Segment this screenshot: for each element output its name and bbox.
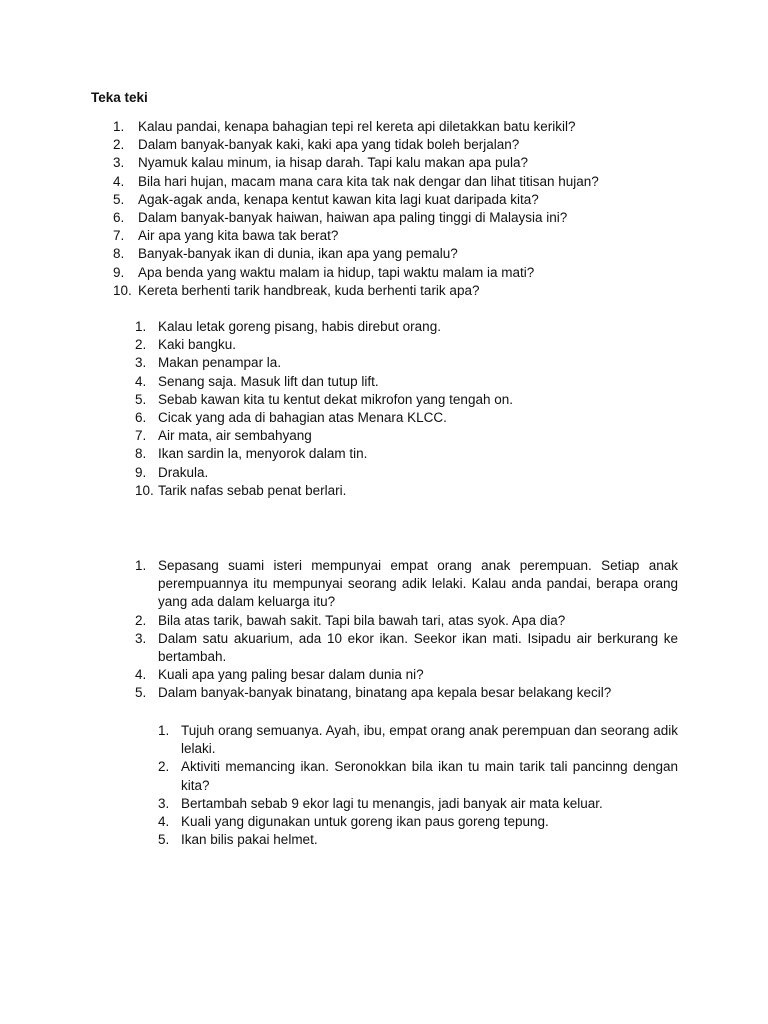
riddle-list-1	[113, 118, 698, 300]
item-number: 3.	[135, 355, 147, 371]
item-number: 10.	[135, 482, 154, 498]
item-number: 6.	[113, 210, 125, 226]
item-text: Dalam banyak-banyak binatang, binatang apa kepala besar belakang kecil?	[158, 685, 612, 701]
item-number: 6.	[135, 410, 147, 426]
item-text: Tujuh orang semuanya. Ayah, ibu, empat orang anak perempuan dan seorang adik lelaki.	[181, 723, 678, 757]
list-item	[113, 245, 698, 263]
item-number: 1.	[158, 723, 170, 738]
list-item	[135, 391, 698, 409]
item-text: Apa benda yang waktu malam ia hidup, tapi waktu malam ia mati?	[138, 264, 535, 280]
item-text: Sepasang suami isteri mempunyai empat orang anak perempuan. Setiap anak perempuannya itu mempunyai seorang adik lelaki. Kalau anda pandai, berapa orang yang ada dalam keluarga itu?	[158, 558, 678, 610]
item-text: Senang saja. Masuk lift dan tutup lift.	[158, 373, 379, 389]
list-item	[135, 409, 698, 427]
list-item	[135, 612, 678, 630]
item-number: 1.	[135, 319, 147, 334]
list-item	[135, 445, 698, 463]
item-number: 3.	[113, 155, 125, 171]
list-item	[158, 722, 678, 758]
list-item	[135, 373, 698, 391]
list-item	[135, 666, 678, 684]
item-number: 10.	[113, 282, 132, 298]
item-text: Kalau pandai, kenapa bahagian tepi rel kereta api diletakkan batu kerikil?	[138, 119, 576, 134]
list-item	[135, 318, 698, 336]
item-number: 4.	[113, 173, 125, 189]
item-number: 4.	[135, 373, 147, 389]
item-number: 2.	[135, 337, 147, 353]
item-number: 5.	[135, 685, 147, 701]
item-text: Kalau letak goreng pisang, habis direbut orang.	[158, 319, 441, 334]
item-text: Cicak yang ada di bahagian atas Menara KLCC.	[158, 410, 447, 426]
item-text: Bila atas tarik, bawah sakit. Tapi bila bawah tari, atas syok. Apa dia?	[158, 612, 566, 628]
item-text: Dalam satu akuarium, ada 10 ekor ikan. Seekor ikan mati. Isipadu air berkurang ke bertambah.	[158, 630, 678, 665]
item-number: 8.	[113, 246, 125, 262]
item-text: Makan penampar la.	[158, 355, 282, 371]
item-number: 5.	[158, 832, 170, 848]
item-number: 3.	[158, 795, 170, 811]
item-text: Air mata, air sembahyang	[158, 428, 312, 444]
list-item	[113, 227, 698, 245]
item-text: Banyak-banyak ikan di dunia, ikan apa yang pemalu?	[138, 246, 458, 262]
item-text: Kuali apa yang paling besar dalam dunia ni?	[158, 667, 424, 683]
list-item	[158, 758, 678, 794]
item-text: Dalam banyak-banyak haiwan, haiwan apa paling tinggi di Malaysia ini?	[138, 210, 568, 226]
item-text: Ikan bilis pakai helmet.	[181, 832, 318, 848]
item-number: 9.	[113, 264, 125, 280]
list-item	[113, 173, 698, 191]
item-text: Sebab kawan kita tu kentut dekat mikrofon yang tengah on.	[158, 391, 513, 407]
list-item	[135, 464, 698, 482]
item-text: Ikan sardin la, menyorok dalam tin.	[158, 446, 368, 462]
item-text: Dalam banyak-banyak kaki, kaki apa yang tidak boleh berjalan?	[138, 137, 520, 153]
list-item	[158, 831, 678, 849]
item-number: 5.	[135, 391, 147, 407]
item-number: 8.	[135, 446, 147, 462]
list-item	[113, 118, 698, 136]
list-item	[158, 795, 678, 813]
list-item	[135, 336, 698, 354]
list-item	[113, 191, 698, 209]
item-text: Tarik nafas sebab penat berlari.	[158, 482, 347, 498]
list-item	[113, 264, 698, 282]
item-text: Agak-agak anda, kenapa kentut kawan kita lagi kuat daripada kita?	[138, 191, 539, 207]
page-title: Teka teki	[91, 90, 148, 105]
list-item	[135, 684, 678, 702]
item-text: Kereta berhenti tarik handbreak, kuda berhenti tarik apa?	[138, 282, 480, 298]
item-number: 1.	[135, 558, 147, 573]
list-item	[158, 813, 678, 831]
list-item	[135, 630, 678, 666]
list-item	[113, 154, 698, 172]
list-item	[135, 354, 698, 372]
item-number: 7.	[113, 228, 125, 244]
item-text: Kuali yang digunakan untuk goreng ikan paus goreng tepung.	[181, 814, 549, 830]
list-item	[135, 427, 698, 445]
item-number: 4.	[135, 667, 147, 683]
answer-list-2	[158, 722, 678, 849]
list-item	[135, 482, 698, 500]
list-item	[113, 136, 698, 154]
answer-list-1	[135, 318, 698, 500]
item-number: 4.	[158, 814, 170, 830]
item-number: 9.	[135, 464, 147, 480]
item-number: 2.	[158, 759, 170, 775]
item-number: 3.	[135, 630, 147, 646]
list-item	[113, 282, 698, 300]
item-text: Drakula.	[158, 464, 209, 480]
item-text: Nyamuk kalau minum, ia hisap darah. Tapi kalu makan apa pula?	[138, 155, 528, 171]
item-number: 1.	[113, 119, 125, 134]
item-text: Bila hari hujan, macam mana cara kita tak nak dengar dan lihat titisan hujan?	[138, 173, 599, 189]
riddle-list-2	[135, 557, 678, 703]
item-number: 2.	[135, 612, 147, 628]
item-number: 5.	[113, 191, 125, 207]
item-text: Kaki bangku.	[158, 337, 237, 353]
item-text: Aktiviti memancing ikan. Seronokkan bila ikan tu main tarik tali pancinng dengan kita?	[181, 759, 678, 793]
list-item	[113, 209, 698, 227]
item-number: 2.	[113, 137, 125, 153]
item-number: 7.	[135, 428, 147, 444]
list-item	[135, 557, 678, 612]
item-text: Bertambah sebab 9 ekor lagi tu menangis, jadi banyak air mata keluar.	[181, 795, 603, 811]
item-text: Air apa yang kita bawa tak berat?	[138, 228, 339, 244]
